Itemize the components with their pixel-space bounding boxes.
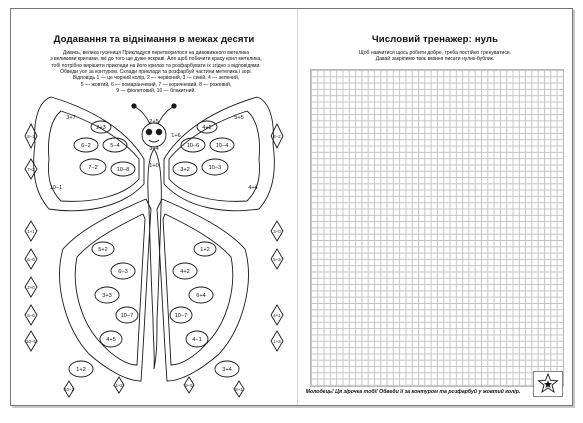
example-label: 3+3 <box>102 293 112 299</box>
left-page-title: Додавання та віднімання в межах десяти <box>53 34 255 45</box>
writing-practice-grid[interactable] <box>310 69 564 387</box>
workbook-spread <box>10 8 573 406</box>
example-label: 1+6 <box>171 133 181 139</box>
example-label: 1+0 <box>149 163 159 169</box>
instruction-line: Давай закріпимо твоє вміння писати нулик-бублик. <box>375 56 495 63</box>
butterfly-coloring-picture[interactable] <box>11 9 297 405</box>
star-example: 1+3 <box>273 339 281 344</box>
star-example: 8−2 <box>273 134 281 139</box>
example-label: 6−3 <box>118 269 128 275</box>
example-label: 10−6 <box>186 143 200 149</box>
example-label: 2+3 <box>96 125 106 131</box>
example-label: 3+2 <box>180 167 190 173</box>
example-label: 6+4 <box>196 293 206 299</box>
star-example: 6−0 <box>27 257 35 262</box>
example-label: 10−3 <box>208 165 222 171</box>
upper-right-wing <box>164 97 274 211</box>
right-page-instructions <box>308 50 562 63</box>
star-icon[interactable] <box>533 371 563 397</box>
example-label: 4+4 <box>248 185 258 191</box>
right-antenna <box>158 107 173 124</box>
instruction-line: Щоб навчитися щось робити добре, треба постійно тренуватися. <box>358 50 511 56</box>
star-example: 4+2 <box>115 383 123 388</box>
example-label: 10−1 <box>49 185 63 191</box>
example-label: 4+2 <box>202 125 212 131</box>
butterfly-head <box>142 123 166 147</box>
star-example: 8+1 <box>235 387 243 392</box>
example-label: 10−8 <box>116 167 130 173</box>
example-label: 1+2 <box>76 367 86 373</box>
instruction-line: Відповідь 1 — це чорний колір, 2 — червоний, 3 — синій, 4 — зелений, <box>72 75 240 82</box>
upper-left-wing <box>34 97 144 211</box>
instruction-line: 9 — фіолетовий, 10 — блакитний. <box>116 88 196 95</box>
left-eye <box>146 129 152 135</box>
example-label: 6−2 <box>81 143 91 149</box>
star-example: 8−1 <box>27 134 35 139</box>
star-example: 4+1 <box>273 313 281 318</box>
star-example: 3−0 <box>273 229 281 234</box>
example-label: 5−4 <box>110 143 120 149</box>
instruction-line: 5 — жовтий, 6 — помаранчевий, 7 — коричневий, 8 — рожевий, <box>80 81 232 88</box>
star-example: 5−0 <box>27 313 35 318</box>
right-page <box>298 9 572 405</box>
example-label: 1+2 <box>200 247 210 253</box>
example-label: 10−7 <box>174 313 188 319</box>
right-page-footer: Молодець! Ця зірочка тобі! Обведи її за контуром та розфарбуй у жовтий колір. <box>305 389 521 395</box>
example-label: 5+5 <box>234 115 244 121</box>
instruction-line: з великими крилами, які до того ще дуже яскраві. Але щоб побачити красу крил метелика, <box>50 56 262 63</box>
left-page <box>11 9 297 405</box>
example-label: 10−4 <box>215 143 229 149</box>
example-label: 10−7 <box>120 313 134 319</box>
upper-right-wing-inner <box>169 111 260 201</box>
example-label: 3+4 <box>222 367 232 373</box>
star-example: 10−5 <box>26 339 36 344</box>
smile <box>149 140 159 142</box>
instruction-line: Дивись, велика гусениця Прикладуся перетворилося на дивовижного метелика <box>62 50 250 56</box>
star-example: 1+1 <box>27 229 35 234</box>
instruction-line: Обведи усе за контуром. Склади приклади та розфарбуй частини метелика і зорі. <box>60 69 252 76</box>
example-label: 4+2 <box>180 269 190 275</box>
butterfly-body <box>148 149 161 369</box>
example-label: 4−1 <box>192 337 202 343</box>
example-label: 5+2 <box>98 247 108 253</box>
example-label: 3+4 <box>149 146 159 152</box>
star-example: 9−5 <box>185 383 193 388</box>
star-example: 5−3 <box>273 257 281 262</box>
right-eye <box>156 129 162 135</box>
example-label: 4+5 <box>106 337 116 343</box>
left-antenna <box>135 107 150 124</box>
example-label: 7−2 <box>88 165 98 171</box>
star-example: 7+2 <box>27 167 35 172</box>
star-example: 10−2 <box>64 387 74 392</box>
right-page-title: Числовий тренажер: нуль <box>371 34 499 45</box>
example-label: 3+7 <box>66 115 76 121</box>
instruction-line: тобі потрібно вирішити приклади на його крилах та розфарбувати їх згідно з відповідями. <box>51 62 261 69</box>
example-label: 2+5 <box>149 119 159 125</box>
star-example: 2+0 <box>27 285 35 290</box>
